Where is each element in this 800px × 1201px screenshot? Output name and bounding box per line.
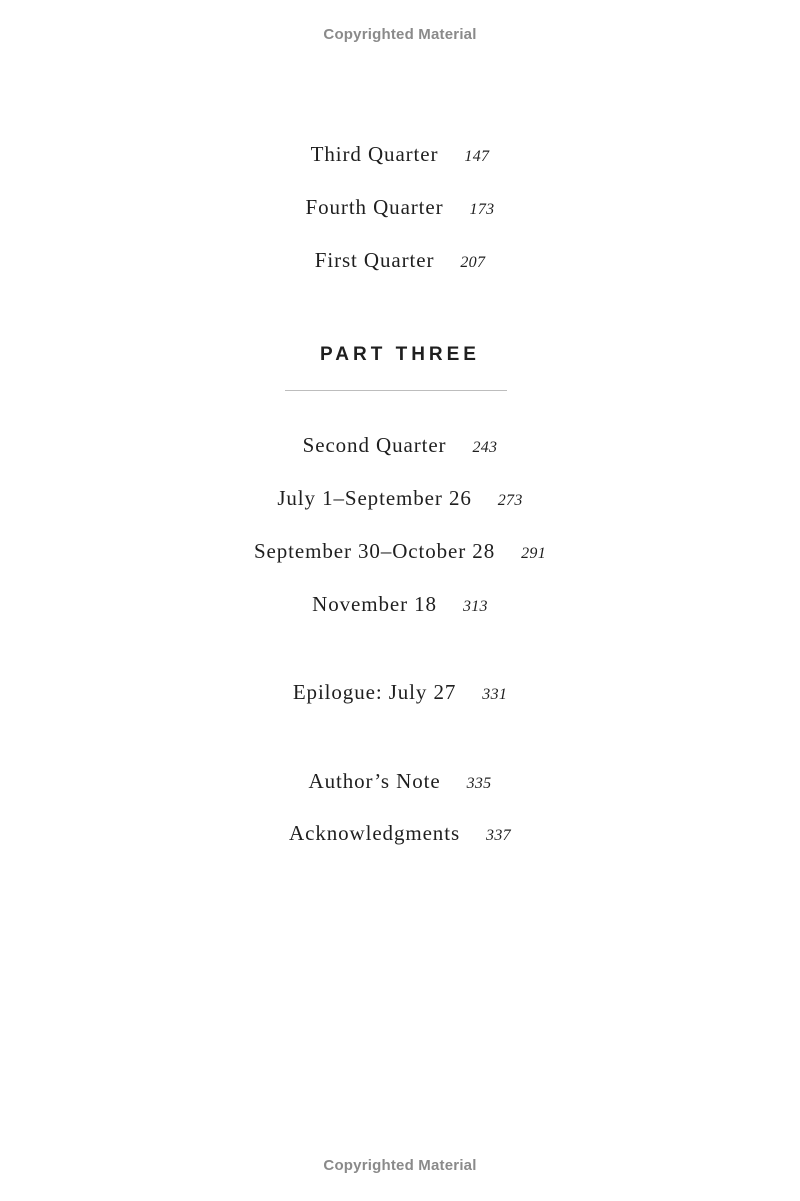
toc-entry-september-october[interactable] xyxy=(0,539,800,566)
toc-entry-page-number: 331 xyxy=(482,686,508,703)
toc-entry-second-quarter[interactable] xyxy=(0,433,800,460)
toc-entry-page-number: 337 xyxy=(486,827,511,844)
toc-entry-page-number: 291 xyxy=(521,545,547,562)
toc-entry-acknowledgments[interactable] xyxy=(0,821,800,848)
toc-entry-title: September 30–October 28 xyxy=(253,539,496,563)
toc-entry-fourth-quarter[interactable] xyxy=(0,195,800,222)
toc-entry-third-quarter[interactable] xyxy=(0,142,800,169)
toc-entry-first-quarter[interactable] xyxy=(0,248,800,275)
copyright-watermark-bottom: Copyrighted Material xyxy=(323,1157,477,1174)
toc-entry-page-number: 147 xyxy=(464,148,490,165)
toc-entry-title: November 18 xyxy=(312,592,437,616)
toc-entry-title: Fourth Quarter xyxy=(305,195,444,219)
toc-entry-page-number: 207 xyxy=(460,254,486,271)
toc-entry-title: Third Quarter xyxy=(310,142,439,166)
toc-entry-page-number: 313 xyxy=(462,598,488,615)
toc-entry-title: Epilogue: July 27 xyxy=(292,680,457,704)
part-three-heading: PART THREE xyxy=(320,344,480,365)
toc-entry-page-number: 173 xyxy=(469,201,495,218)
toc-entry-epilogue[interactable] xyxy=(0,680,800,707)
toc-entry-title: Author’s Note xyxy=(308,769,441,793)
toc-entry-page-number: 243 xyxy=(472,439,498,456)
toc-entry-title: Second Quarter xyxy=(302,433,447,457)
toc-entry-november[interactable] xyxy=(0,592,800,619)
toc-entry-authors-note[interactable] xyxy=(0,769,800,796)
toc-entry-page-number: 273 xyxy=(497,492,523,509)
toc-entry-title: Acknowledgments xyxy=(289,821,461,845)
part-heading-divider xyxy=(285,390,507,391)
toc-entry-title: First Quarter xyxy=(314,248,435,272)
toc-entry-page-number: 335 xyxy=(466,775,492,792)
copyright-watermark-top: Copyrighted Material xyxy=(323,26,477,43)
toc-entry-title: July 1–September 26 xyxy=(277,486,472,510)
toc-entry-july-september[interactable] xyxy=(0,486,800,513)
